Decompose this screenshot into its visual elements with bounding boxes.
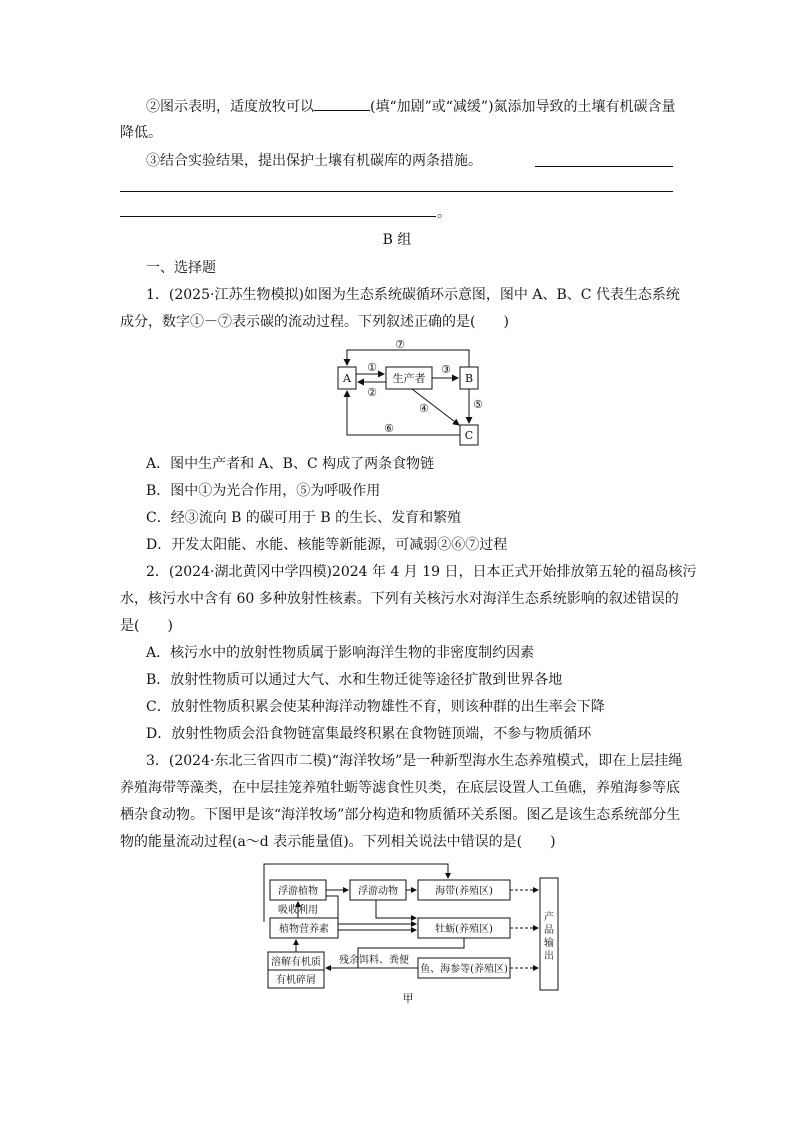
carbon-cycle-diagram	[332, 334, 492, 446]
q1-option-c[interactable]: C．经③流向 B 的碳可用于 B 的生长、发育和繁殖	[146, 510, 462, 526]
label-C: C	[464, 429, 474, 442]
q1-stem-line2: 成分，数字①－⑦表示碳的流动过程。下列叙述正确的是( )	[120, 314, 509, 330]
label-oyster: 牡蛎(养殖区)	[435, 924, 493, 935]
q2-stem-line3: 是( )	[120, 618, 173, 634]
q2-option-a[interactable]: A．核污水中的放射性物质属于影响海洋生物的非密度制约因素	[146, 645, 535, 661]
label-dissolved: 溶解有机质	[271, 957, 321, 968]
label-A: A	[343, 372, 351, 385]
label-kelp: 海带(养殖区)	[435, 886, 493, 897]
label-absorb: 吸收利用	[278, 905, 318, 916]
q2-option-b[interactable]: B．放射性物质可以通过大气、水和生物迁徙等途径扩散到世界各地	[146, 672, 563, 688]
num-1: ①	[367, 361, 377, 374]
q1-option-a[interactable]: A．图中生产者和 A、B、C 构成了两条食物链	[146, 456, 435, 472]
label-residue: 残余饵料、粪便	[339, 955, 409, 966]
group-title: B 组	[382, 232, 412, 248]
q1-stem-line1: 1．(2025·江苏生物模拟)如图为生态系统碳循环示意图，图中 A、B、C 代表生态系统	[146, 287, 680, 303]
answer-line-1[interactable]	[535, 166, 673, 167]
num-7: ⑦	[395, 338, 405, 351]
item2-text-a: ②图示表明，适度放牧可以	[146, 99, 314, 115]
q3-stem-line3: 栖杂食动物。下图甲是该“海洋牧场”部分构造和物质循环关系图。图乙是该生态系统部分生	[120, 807, 681, 823]
q3-stem-line2: 养殖海带等藻类，在中层挂笼养殖牡蛎等滤食性贝类，在底层设置人工鱼礁，养殖海参等底	[120, 780, 680, 796]
label-detritus: 有机碎屑	[276, 975, 316, 986]
period-mark: 。	[437, 205, 451, 221]
q-prev-item2-line2: 降低。	[120, 125, 162, 141]
answer-line-3[interactable]	[120, 216, 436, 217]
q1-option-d[interactable]: D．开发太阳能、水能、核能等新能源，可减弱②⑥⑦过程	[146, 537, 508, 553]
label-fish: 鱼、海参等(养殖区)	[420, 964, 508, 975]
q2-option-c[interactable]: C．放射性物质积累会使某种海洋动物雄性不育，则该种群的出生率会下降	[146, 699, 605, 715]
q3-stem-line1: 3．(2024·东北三省四市二模)“海洋牧场”是一种新型海水生态养殖模式，即在上层挂绳	[146, 753, 683, 769]
q3-stem-line4: 物的能量流动过程(a～d 表示能量值)。下列相关说法中错误的是( )	[120, 834, 556, 850]
label-B: B	[464, 372, 474, 385]
num-6: ⑥	[384, 422, 394, 435]
item2-text-b: (填“加剧”或“减缓”)氮添加导致的土壤有机碳含量	[370, 99, 676, 115]
answer-blank[interactable]	[314, 96, 370, 111]
num-4: ④	[419, 402, 429, 415]
num-2: ②	[367, 386, 377, 399]
caption-jia: 甲	[402, 992, 414, 1005]
label-zoo: 浮游动物	[358, 886, 398, 897]
q1-option-b[interactable]: B．图中①为光合作用，⑤为呼吸作用	[146, 483, 381, 499]
svg-text:产品输出: 产品输出	[544, 912, 554, 962]
section-title: 一、选择题	[146, 260, 216, 276]
label-producer: 生产者	[392, 372, 426, 385]
q2-option-d[interactable]: D．放射性物质会沿食物链富集最终积累在食物链顶端，不参与物质循环	[146, 726, 592, 742]
num-5: ⑤	[473, 398, 483, 411]
label-nutrients: 植物营养素	[279, 924, 329, 935]
num-3: ③	[441, 363, 451, 376]
item3-text: ③结合实验结果，提出保护土壤有机碳库的两条措施。	[146, 153, 482, 169]
marine-ranch-diagram	[258, 860, 566, 1010]
label-output	[544, 910, 554, 962]
q2-stem-line1: 2．(2024·湖北黄冈中学四模)2024 年 4 月 19 日，日本正式开始排放第五轮的福岛核污	[146, 564, 697, 580]
q-prev-item2-line1	[146, 96, 676, 117]
q2-stem-line2: 水，核污水中含有 60 多种放射性核素。下列有关核污水对海洋生态系统影响的叙述错误的	[120, 591, 679, 607]
q-prev-item3-line	[146, 151, 482, 171]
answer-line-2[interactable]	[120, 191, 673, 192]
label-phyto: 浮游植物	[278, 886, 318, 897]
